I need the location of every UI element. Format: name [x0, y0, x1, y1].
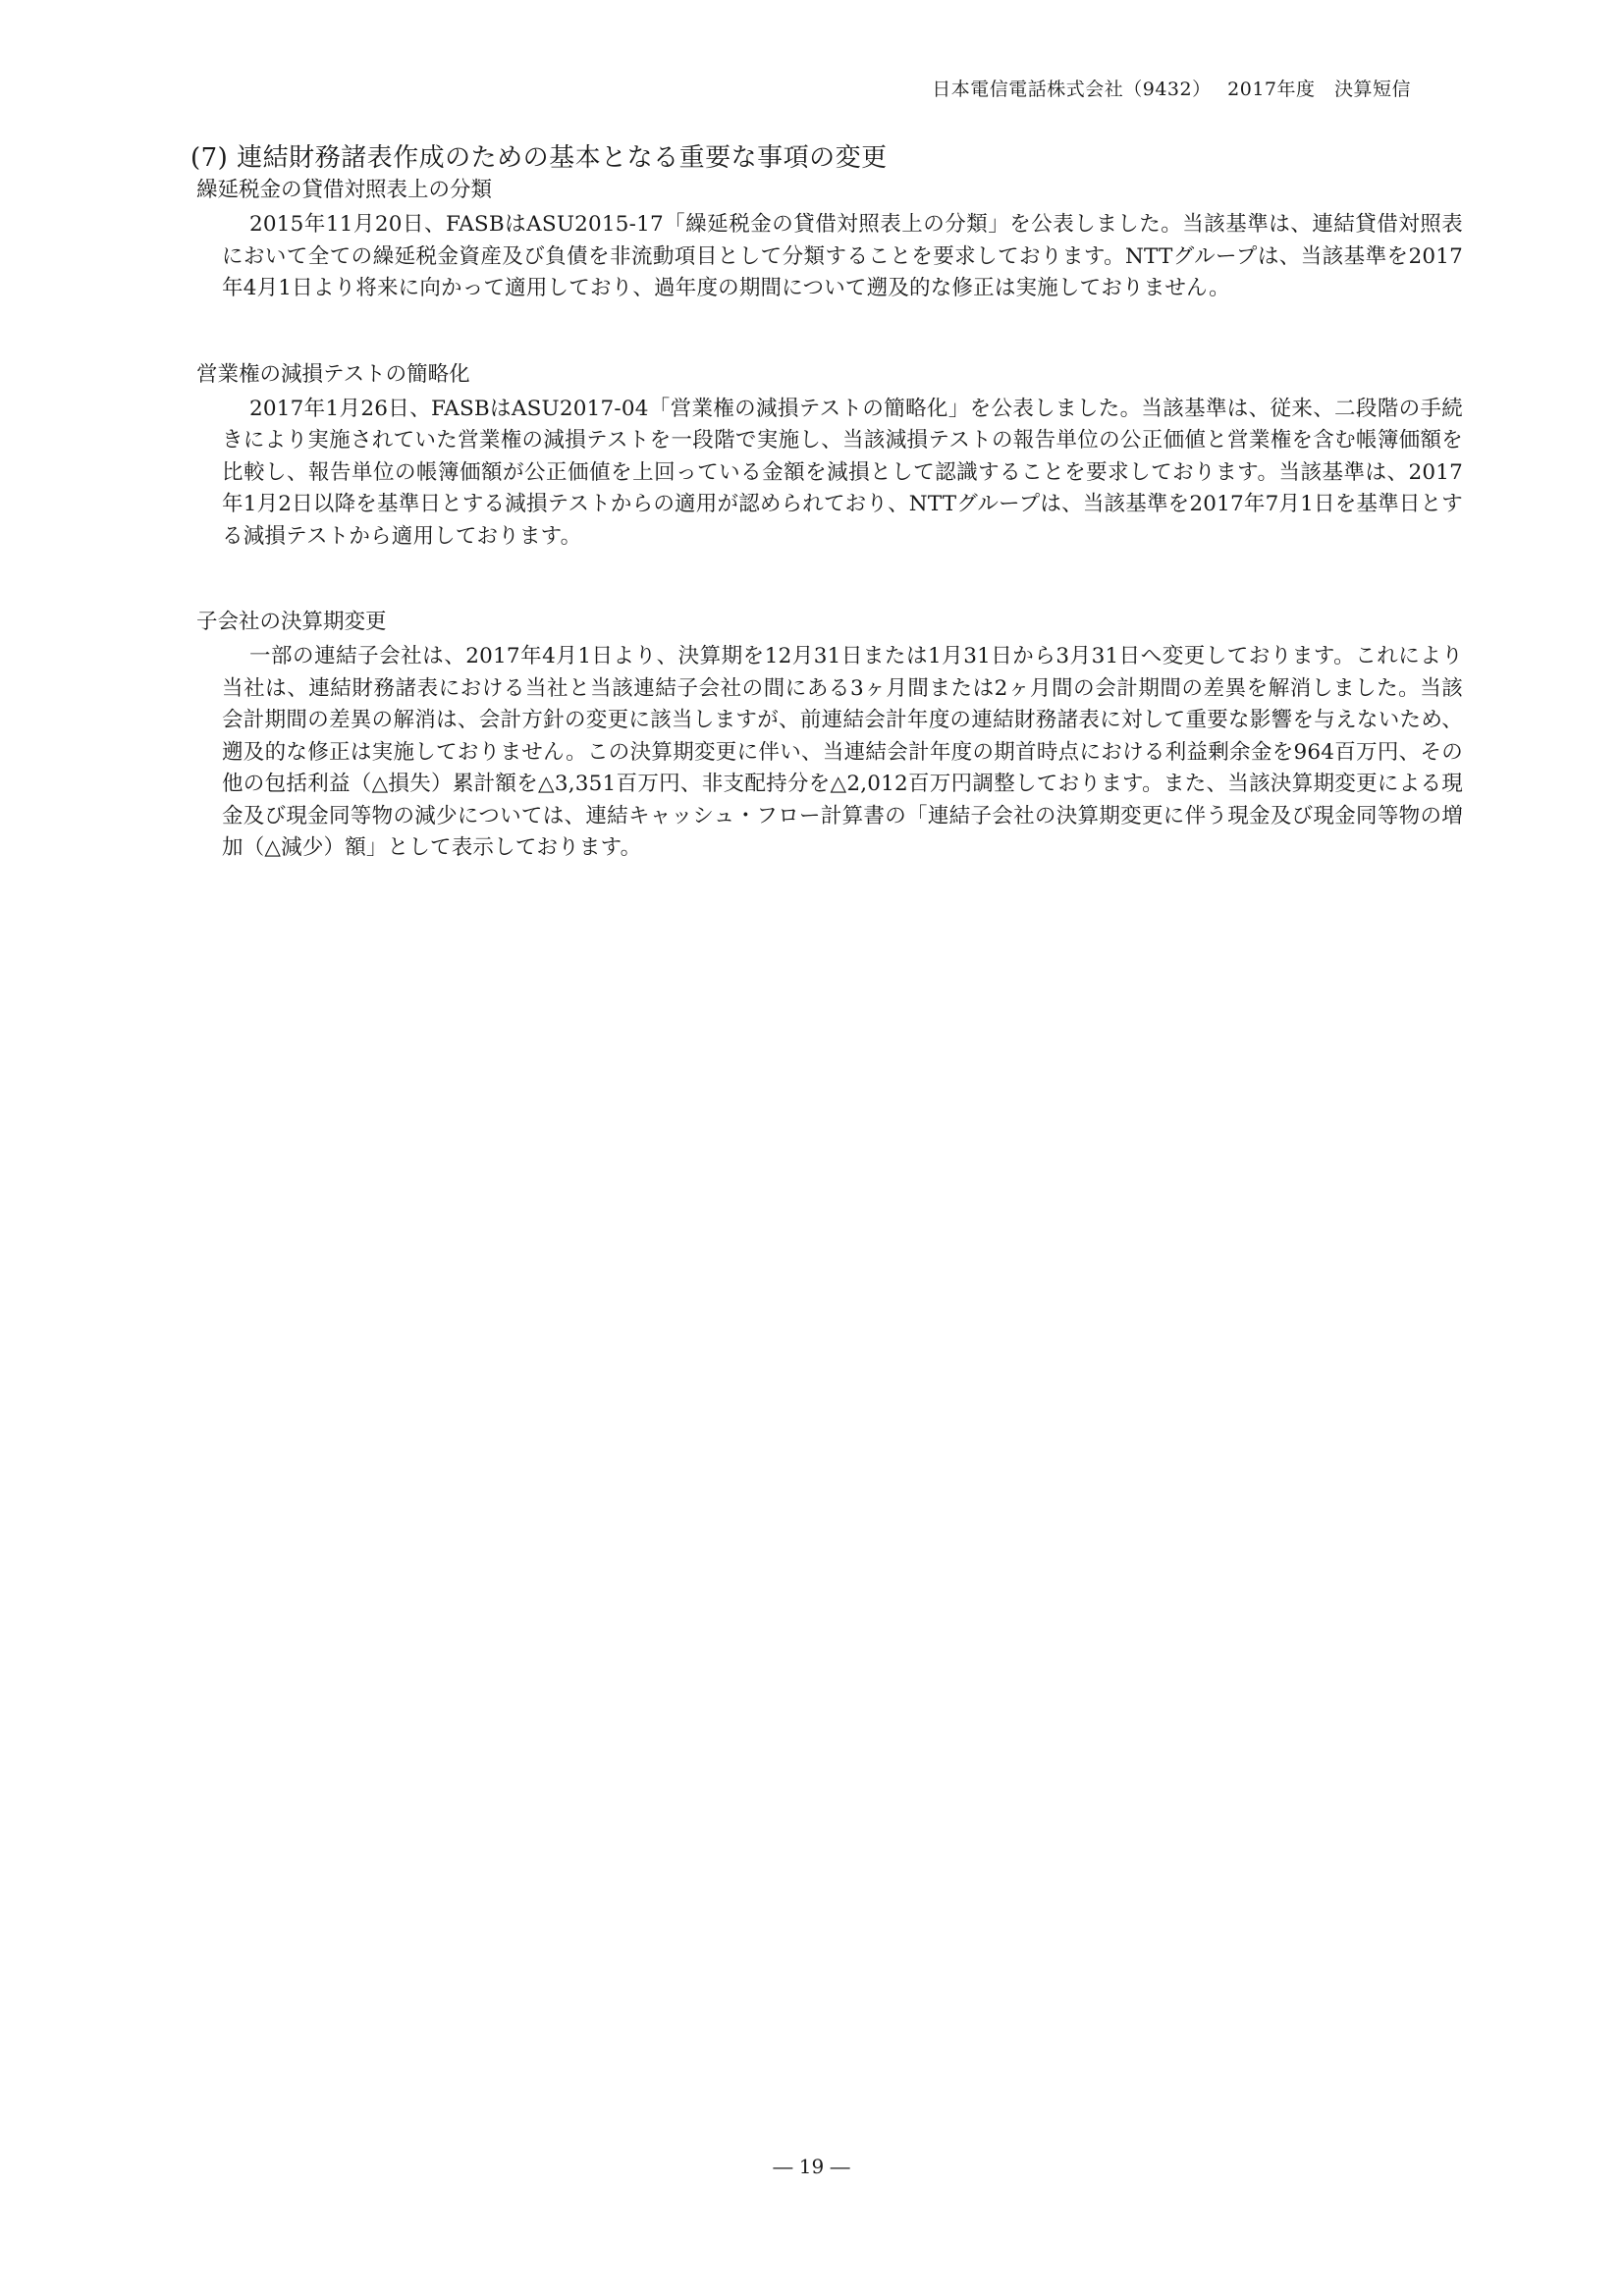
subsection-heading: 営業権の減損テストの簡略化	[196, 361, 470, 387]
subsection-paragraph: 2015年11月20日、FASBはASU2015-17「繰延税金の貸借対照表上の分類」を公表しました。当該基準は、連結貸借対照表において全ての繰延税金資産及び負債を非流動項目として分類することを要求しております。NTTグループは、当該基準を2017年4月1日より将来に向かって適用しており、過年度の期間について遡及的な修正は実施しておりません。	[222, 212, 1463, 300]
subsection-paragraph: 一部の連結子会社は、2017年4月1日より、決算期を12月31日または1月31日から3月31日へ変更しております。これにより当社は、連結財務諸表における当社と当該連結子会社の間にある3ヶ月間または2ヶ月間の会計期間の差異を解消しました。当該会計期間の差異の解消は、会計方針の変更に該当しますが、前連結会計年度の連結財務諸表に対して重要な影響を与えないため、遡及的な修正は実施しておりません。この決算期変更に伴い、当連結会計年度の期首時点における利益剰余金を964百万円、その他の包括利益（△損失）累計額を△3,351百万円、非支配持分を△2,012百万円調整しております。また、当該決算期変更による現金及び現金同等物の減少については、連結キャッシュ・フロー計算書の「連結子会社の決算期変更に伴う現金及び現金同等物の増加（△減少）額」として表示しております。	[222, 644, 1463, 860]
document-body	[196, 175, 1463, 919]
page-number: ― 19 ―	[773, 2155, 850, 2178]
subsection-fiscal-period-change	[196, 607, 1463, 865]
subsection-paragraph: 2017年1月26日、FASBはASU2017-04「営業権の減損テストの簡略化」を公表しました。当該基準は、従来、二段階の手続きにより実施されていた営業権の減損テストを一段階で実施し、当該減損テストの報告単位の公正価値と営業権を含む帳簿価額を比較し、報告単位の帳簿価額が公正価値を上回っている金額を減損として認識することを要求しております。当該基準は、2017年1月2日以降を基準日とする減損テストからの適用が認められており、NTTグループは、当該基準を2017年7月1日を基準日とする減損テストから適用しております。	[222, 396, 1463, 549]
document-header: 日本電信電話株式会社（9432） 2017年度 決算短信	[932, 79, 1411, 100]
subsection-goodwill-impairment	[196, 359, 1463, 554]
subsection-heading: 子会社の決算期変更	[196, 610, 387, 634]
subsection-deferred-tax	[196, 175, 1463, 305]
section-title: (7) 連結財務諸表作成のための基本となる重要な事項の変更	[190, 143, 888, 173]
subsection-heading: 繰延税金の貸借対照表上の分類	[196, 178, 493, 202]
